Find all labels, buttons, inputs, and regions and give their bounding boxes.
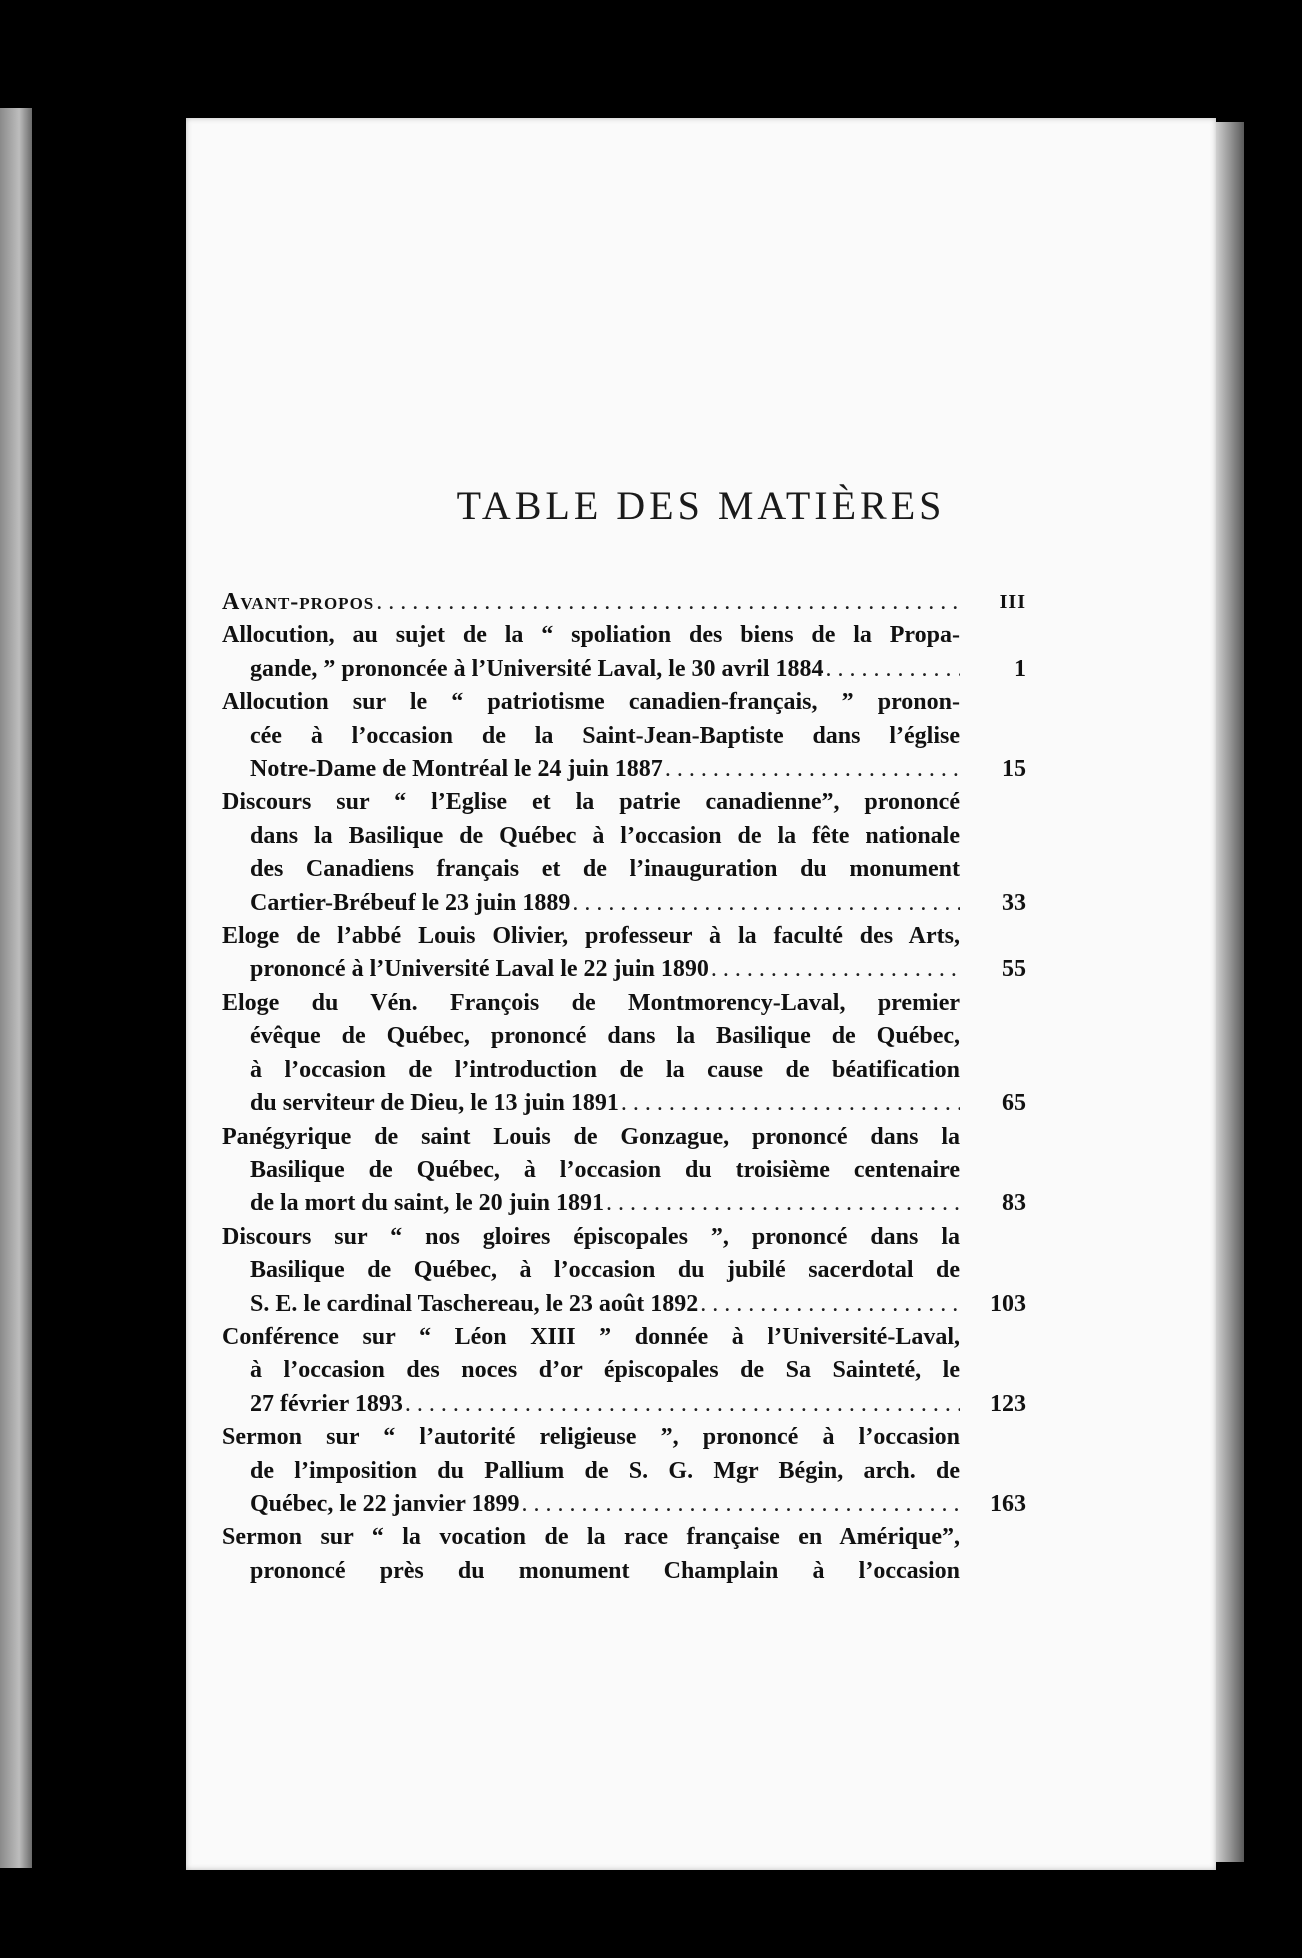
toc-page-number: 163: [990, 1490, 1026, 1517]
toc-entry-line-last: 27 février 1893: [250, 1390, 403, 1417]
book-fore-edge: [1214, 122, 1244, 1862]
leader-dots: [604, 1187, 960, 1220]
toc-entry-title: Avant-propos: [222, 589, 375, 615]
toc-entry-line-last: du serviteur de Dieu, le 13 juin 1891: [250, 1090, 619, 1117]
toc-page-number: 33: [1002, 889, 1026, 916]
toc-page-number: III: [999, 591, 1026, 613]
table-of-contents: [222, 586, 1026, 1588]
toc-page-number: 15: [1002, 756, 1026, 783]
toc-entry-line: Allocution, au sujet de la “ spoliation des biens de la Propa-: [222, 622, 960, 649]
toc-entry-line-last: S. E. le cardinal Taschereau, le 23 août 1892: [250, 1290, 699, 1317]
toc-entry-avant-propos: [222, 586, 1026, 619]
toc-entry-line: Eloge du Vén. François de Montmorency-Laval, premier: [222, 989, 960, 1016]
toc-entry-line: Discours sur “ nos gloires épiscopales ”, prononcé dans la: [222, 1223, 960, 1250]
toc-page-number: 83: [1002, 1190, 1026, 1217]
toc-entry-line: Sermon sur “ l’autorité religieuse ”, prononcé à l’occasion: [222, 1424, 960, 1451]
toc-entry-line: Discours sur “ l’Eglise et la patrie canadienne”, prononcé: [222, 789, 960, 816]
toc-entry-line: Eloge de l’abbé Louis Olivier, professeur à la faculté des Arts,: [222, 923, 960, 950]
toc-page-number: 65: [1002, 1090, 1026, 1117]
toc-entry: [222, 1521, 960, 1588]
toc-entry-line-last: prononcé à l’Université Laval le 22 juin 1890: [250, 956, 709, 983]
toc-entry-line: Basilique de Québec, à l’occasion du jubilé sacerdotal de: [250, 1257, 960, 1284]
toc-entry: [222, 1121, 1026, 1221]
toc-page-number: 55: [1002, 956, 1026, 983]
leader-dots: [570, 887, 960, 920]
toc-entry-line: Conférence sur “ Léon XIII ” donnée à l’Université-Laval,: [222, 1323, 960, 1350]
leader-dots: [824, 653, 960, 686]
toc-entry-line: prononcé près du monument Champlain à l’occasion: [250, 1557, 960, 1584]
toc-entry-line: évêque de Québec, prononcé dans la Basilique de Québec,: [250, 1023, 960, 1050]
toc-entry: [222, 786, 1026, 920]
toc-entry-line-last: Cartier-Brébeuf le 23 juin 1889: [250, 889, 571, 916]
toc-entry: [222, 1221, 1026, 1321]
leader-dots: [698, 1288, 960, 1321]
adjacent-page-edge: [0, 108, 32, 1868]
toc-entry-line: cée à l’occasion de la Saint-Jean-Baptiste dans l’église: [250, 722, 960, 749]
toc-entry-line-last: Québec, le 22 janvier 1899: [250, 1490, 520, 1517]
toc-entry-line: de l’imposition du Pallium de S. G. Mgr Bégin, arch. de: [250, 1457, 960, 1484]
page-title: TABLE DES MATIÈRES: [456, 483, 946, 528]
toc-entry: [222, 619, 1026, 686]
toc-entry-line-last: Notre-Dame de Montréal le 24 juin 1887: [250, 756, 663, 783]
leader-dots: [403, 1388, 960, 1421]
toc-entry-line: Allocution sur le “ patriotisme canadien-français, ” pronon-: [222, 689, 960, 716]
toc-entry-line: à l’occasion des noces d’or épiscopales de Sa Sainteté, le: [250, 1357, 960, 1384]
toc-page-number: 1: [1014, 655, 1026, 682]
leader-dots: [709, 953, 960, 986]
toc-entry-line-last: gande, ” prononcée à l’Université Laval, le 30 avril 1884: [250, 655, 824, 682]
toc-entry: [222, 920, 1026, 987]
toc-entry-line: des Canadiens français et de l’inauguration du monument: [250, 856, 960, 883]
toc-entry: [222, 1421, 1026, 1521]
toc-entry-line: Sermon sur “ la vocation de la race française en Amérique”,: [222, 1524, 960, 1551]
leader-dots: [619, 1087, 960, 1120]
toc-entry-line: Panégyrique de saint Louis de Gonzague, prononcé dans la: [222, 1123, 960, 1150]
book-page: [186, 118, 1216, 1870]
leader-dots: [663, 753, 960, 786]
toc-entry-line-last: de la mort du saint, le 20 juin 1891: [250, 1190, 605, 1217]
toc-page-number: 123: [990, 1390, 1026, 1417]
toc-entry-line: à l’occasion de l’introduction de la cause de béatification: [250, 1056, 960, 1083]
toc-entry-line: dans la Basilique de Québec à l’occasion de la fête nationale: [250, 822, 960, 849]
toc-page-number: 103: [990, 1290, 1026, 1317]
leader-dots: [520, 1488, 960, 1521]
leader-dots: [374, 586, 960, 619]
toc-entry: [222, 987, 1026, 1121]
toc-entry-line: Basilique de Québec, à l’occasion du troisième centenaire: [250, 1156, 960, 1183]
toc-entry: [222, 686, 1026, 786]
toc-entry: [222, 1321, 1026, 1421]
